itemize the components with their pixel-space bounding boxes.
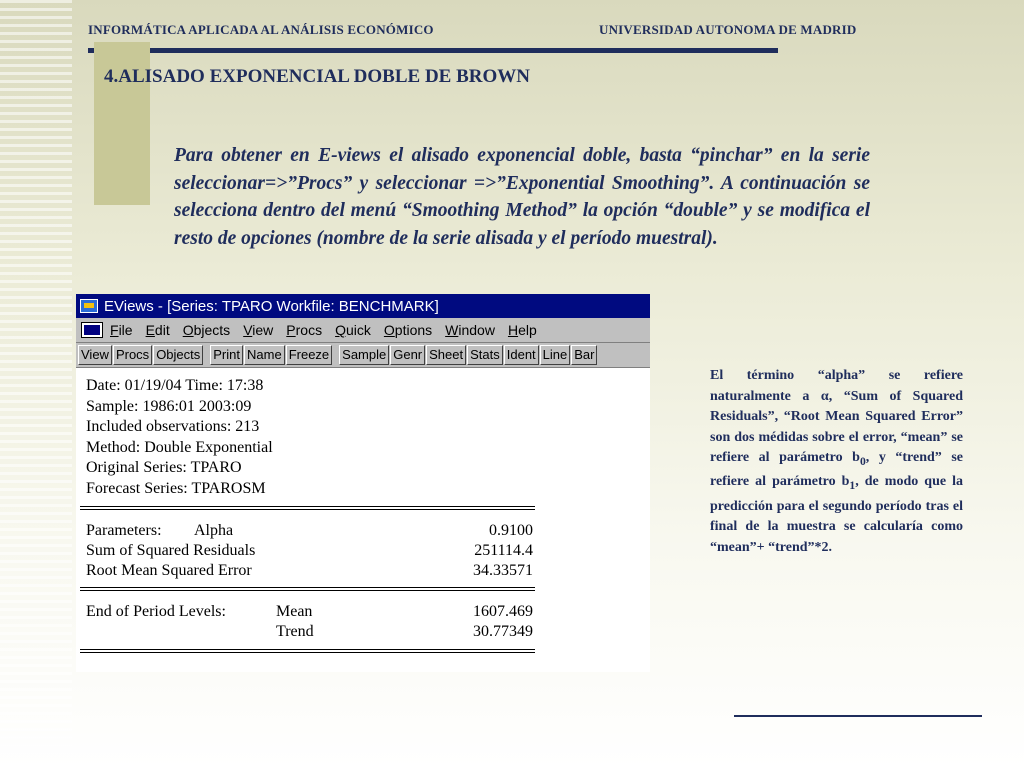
ssr-label: Sum of Squared Residuals [86, 542, 256, 559]
note-text: , y “trend” se refiere al parámetro b [710, 450, 964, 490]
output-header [86, 376, 273, 499]
freeze-button[interactable]: Freeze [286, 345, 332, 365]
table-row [86, 561, 533, 581]
explanation-note [710, 366, 963, 558]
slide-title: 4.ALISADO EXPONENCIAL DOBLE DE BROWN [104, 66, 530, 87]
alpha-value: 0.9100 [489, 522, 533, 539]
trend-label: Trend [276, 623, 314, 640]
eviews-toolbar [76, 343, 650, 368]
note-text: El término “alpha” se refiere naturalmente a [710, 368, 963, 404]
decorative-stripes [0, 0, 72, 768]
table-row [86, 521, 533, 541]
subscript-zero: 0 [859, 454, 866, 468]
output-observations: Included observations: 213 [86, 418, 260, 435]
menu-view[interactable]: View [243, 322, 274, 338]
line-button[interactable]: Line [540, 345, 571, 365]
alpha-label: Alpha [194, 522, 234, 539]
genr-button[interactable]: Genr [390, 345, 425, 365]
table-row [86, 541, 533, 561]
table-divider [80, 506, 535, 510]
objects-button[interactable]: Objects [153, 345, 203, 365]
eviews-window [76, 294, 650, 672]
eviews-window-title: EViews - [Series: TPARO Workfile: BENCHMARK] [104, 297, 439, 315]
menu-file[interactable]: File [110, 322, 133, 338]
menu-procs[interactable]: Procs [286, 322, 323, 338]
menu-edit[interactable]: Edit [145, 322, 170, 338]
eviews-app-icon [80, 299, 98, 313]
output-sample: Sample: 1986:01 2003:09 [86, 397, 252, 415]
output-method: Method: Double Exponential [86, 438, 273, 456]
ssr-value: 251114.4 [474, 542, 533, 559]
table-divider [80, 587, 535, 591]
output-date-time: Date: 01/19/04 Time: 17:38 [86, 377, 264, 394]
menu-options[interactable]: Options [383, 322, 433, 338]
system-menu-icon[interactable] [82, 323, 102, 337]
sheet-button[interactable]: Sheet [426, 345, 466, 365]
note-text: , “Sum of Squared Residuals”, “Root Mean Squared Error” son dos médidas sobre el error, “mean” se refiere al parámetro b [710, 388, 963, 465]
eviews-menubar [76, 318, 650, 343]
subscript-one: 1 [849, 479, 856, 493]
procs-button[interactable]: Procs [113, 345, 152, 365]
menu-window[interactable]: Window [445, 322, 495, 338]
intro-paragraph: Para obtener en E-views el alisado exponencial doble, basta “pinchar” en la serie seleccionar=>”Procs” y seleccionar =>”Exponential Smoothing”. A continuación se selecciona dentro del menú “Smoothing Method” la opción “double” y se modifica el resto de opciones (nombre de la serie alisada y el período muestral). [174, 145, 870, 249]
footer-divider [734, 715, 982, 717]
menu-help[interactable]: Help [507, 322, 537, 338]
name-button[interactable]: Name [244, 345, 285, 365]
table-divider [80, 649, 535, 653]
header-course-title: INFORMÁTICA APLICADA AL ANÁLISIS ECONÓMICO [88, 22, 434, 37]
stats-button[interactable]: Stats [467, 345, 503, 365]
parameters-label: Parameters: [86, 522, 162, 539]
mean-value: 1607.469 [473, 603, 533, 620]
bar-button[interactable]: Bar [571, 345, 597, 365]
mean-label: Mean [276, 603, 313, 620]
rmse-value: 34.33571 [473, 562, 533, 579]
output-original-series: Original Series: TPARO [86, 459, 242, 476]
ident-button[interactable]: Ident [504, 345, 539, 365]
rmse-label: Root Mean Squared Error [86, 562, 252, 579]
note-text: , de modo que la predicción para el segundo período tras el final de la muestra se calcularía como “mean”+ “trend”*2. [710, 474, 964, 555]
sample-button[interactable]: Sample [339, 345, 389, 365]
table-row [86, 622, 533, 642]
levels-label: End of Period Levels: [86, 603, 226, 620]
eviews-title-bar[interactable] [76, 294, 650, 318]
table-row [86, 602, 533, 622]
print-button[interactable]: Print [210, 345, 243, 365]
menu-quick[interactable]: Quick [335, 322, 371, 338]
alpha-symbol: α [820, 388, 829, 404]
trend-value: 30.77349 [473, 623, 533, 640]
header-university: UNIVERSIDAD AUTONOMA DE MADRID [599, 22, 857, 37]
view-button[interactable]: View [78, 345, 112, 365]
menu-objects[interactable]: Objects [182, 322, 231, 338]
header-divider [88, 48, 778, 53]
output-forecast-series: Forecast Series: TPAROSM [86, 479, 266, 497]
